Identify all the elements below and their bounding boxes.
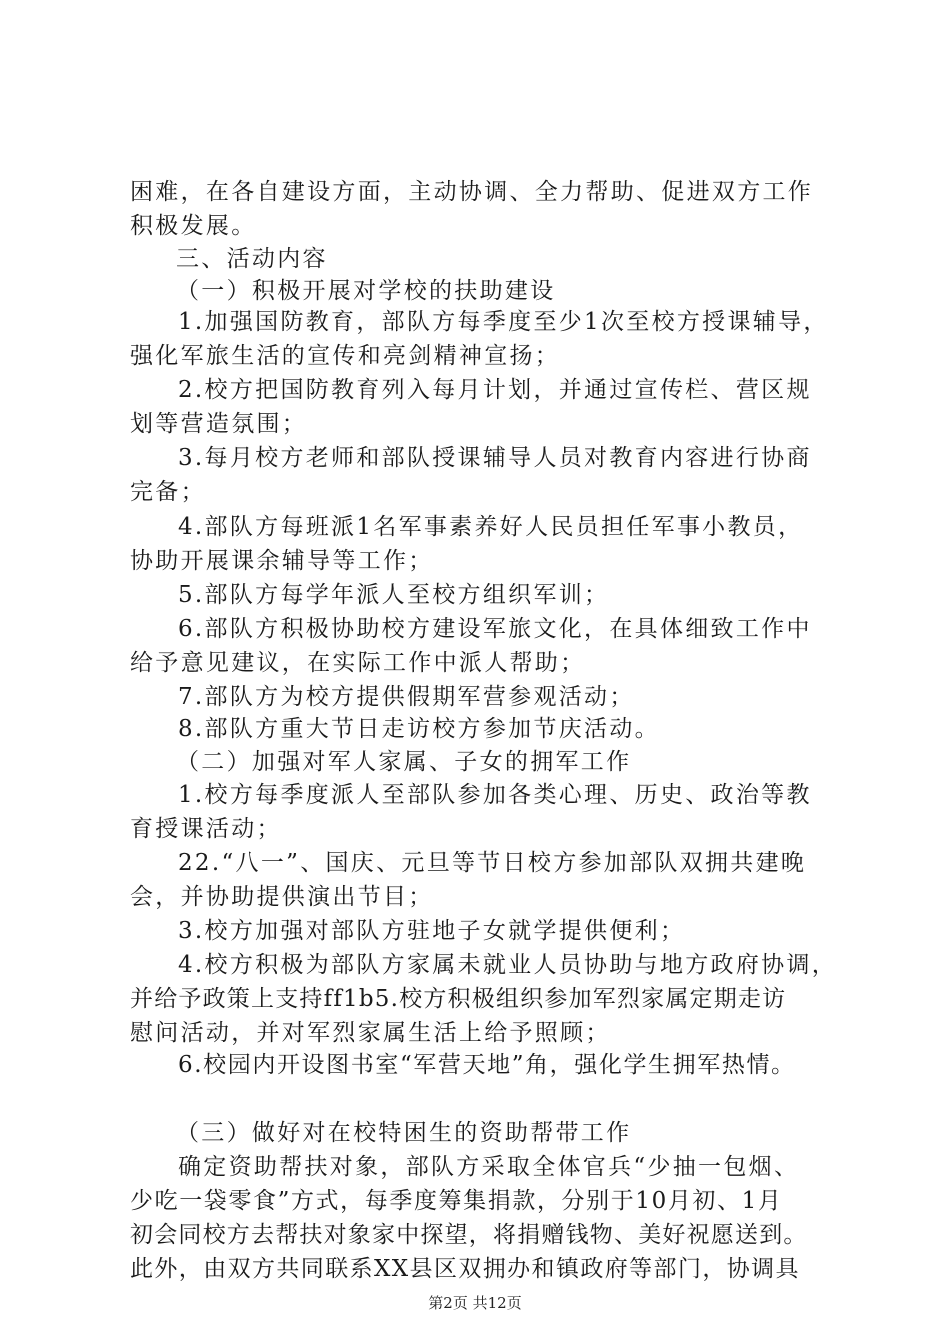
text-line: 强化军旅生活的宣传和亮剑精神宣扬； (130, 343, 561, 369)
text-line: 4.部队方每班派1名军事素养好人民员担任军事小教员， (178, 514, 804, 540)
text-line: 确定资助帮扶对象，部队方采取全体官兵“少抽一包烟、 (178, 1154, 800, 1180)
text-line: 慰问活动，并对军烈家属生活上给予照顾； (130, 1020, 611, 1046)
text-line: 会，并协助提供演出节目； (130, 884, 434, 910)
subsection-heading: （一）积极开展对学校的扶助建设 (176, 278, 556, 304)
subsection-heading: （三）做好对在校特困生的资助帮带工作 (176, 1120, 632, 1146)
subsection-heading: （二）加强对军人家属、子女的拥军工作 (176, 749, 632, 775)
text-line: 6.校园内开设图书室“军营天地”角，强化学生拥军热情。 (178, 1052, 796, 1078)
text-line: 1.校方每季度派人至部队参加各类心理、历史、政治等教 (178, 782, 812, 808)
text-line: 1.加强国防教育，部队方每季度至少1次至校方授课辅导， (178, 309, 829, 335)
text-line: 7.部队方为校方提供假期军营参观活动； (178, 684, 635, 710)
text-line: 5.部队方每学年派人至校方组织军训； (178, 582, 610, 608)
text-line: 育授课活动； (130, 816, 282, 842)
text-line: 困难，在各自建设方面，主动协调、全力帮助、促进双方工作 (130, 179, 814, 205)
text-line: 少吃一袋零食”方式，每季度筹集捐款，分别于10月初、1月 (130, 1188, 783, 1214)
text-line: 此外，由双方共同联系XX县区双拥办和镇政府等部门，协调具 (130, 1256, 800, 1282)
page-footer: 第2页 共12页 (428, 1294, 522, 1312)
text-line: 划等营造氛围； (130, 411, 308, 437)
text-line: 完备； (130, 479, 206, 505)
text-line: 22.“八一”、国庆、元旦等节日校方参加部队双拥共建晚 (178, 850, 807, 876)
text-line: 积极发展。 (130, 213, 257, 239)
text-line: 3.校方加强对部队方驻地子女就学提供便利； (178, 918, 686, 944)
section-heading: 三、活动内容 (176, 246, 328, 272)
text-line: 8.部队方重大节日走访校方参加节庆活动。 (178, 716, 660, 742)
text-line: 初会同校方去帮扶对象家中探望，将捐赠钱物、美好祝愿送到。 (130, 1222, 808, 1248)
text-line: 给予意见建议，在实际工作中派人帮助； (130, 650, 586, 676)
text-line: 6.部队方积极协助校方建设军旅文化，在具体细致工作中 (178, 616, 812, 642)
text-line: 3.每月校方老师和部队授课辅导人员对教育内容进行协商 (178, 445, 812, 471)
text-line: 2.校方把国防教育列入每月计划，并通过宣传栏、营区规 (178, 377, 812, 403)
text-line: 4.校方积极为部队方家属未就业人员协助与地方政府协调， (178, 952, 838, 978)
text-line: 协助开展课余辅导等工作； (130, 548, 434, 574)
text-line: 并给予政策上支持ff1b5.校方积极组织参加军烈家属定期走访 (130, 986, 787, 1012)
